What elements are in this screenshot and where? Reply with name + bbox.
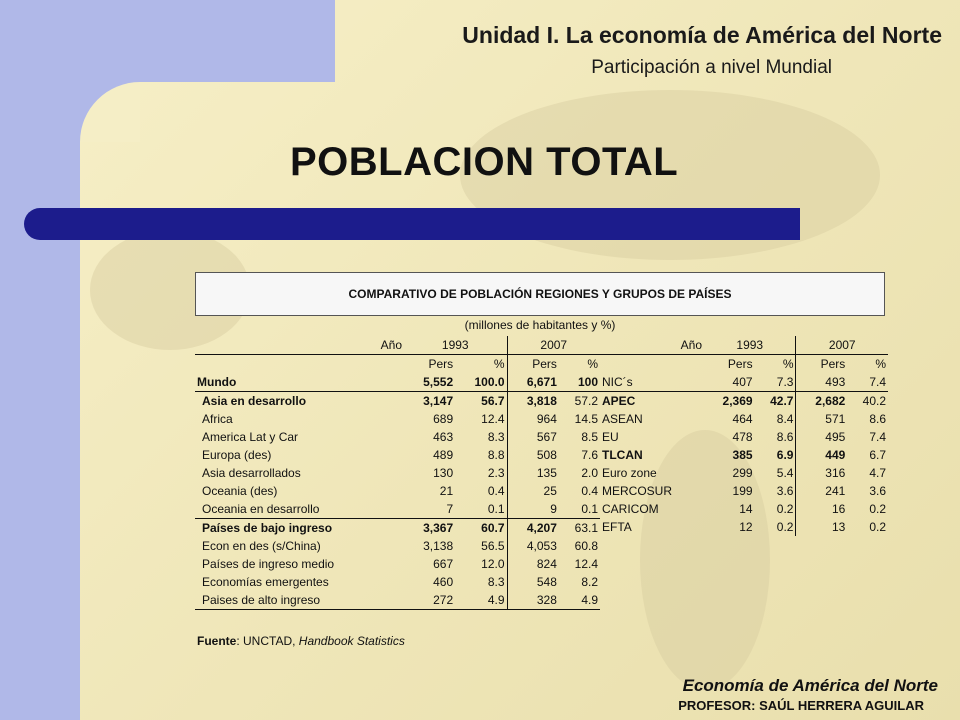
row-value: 6.9	[755, 446, 796, 464]
row-value: 3,367	[423, 521, 454, 535]
row-label: Asia en desarrollo	[202, 394, 307, 408]
row-value: 42.7	[755, 392, 796, 411]
column-label: Pers	[428, 357, 454, 371]
row-value: 689	[433, 412, 454, 426]
row-value: 56.7	[455, 392, 507, 411]
row-value: 316	[825, 466, 846, 480]
row-value: 3,138	[423, 539, 454, 553]
row-value: 199	[732, 484, 753, 498]
column-header-row	[195, 355, 600, 374]
row-value: 8.3	[455, 573, 507, 591]
row-value: 4.7	[869, 466, 886, 480]
title-underline-bar	[24, 208, 800, 240]
column-label: Pers	[727, 357, 753, 371]
row-label: APEC	[602, 394, 636, 408]
table-row	[600, 446, 888, 464]
row-value: 12.4	[574, 557, 598, 571]
row-value: 8.8	[455, 446, 507, 464]
row-value: 8.3	[455, 428, 507, 446]
row-value: 12	[739, 520, 753, 534]
row-label: NIC´s	[600, 373, 704, 392]
row-value: 0.2	[755, 518, 796, 536]
source-text: : UNCTAD,	[236, 634, 299, 648]
row-value: 478	[732, 430, 753, 444]
row-value: 328	[507, 591, 559, 610]
source-reference: Handbook Statistics	[298, 634, 405, 648]
row-value: 60.8	[574, 539, 598, 553]
row-value: 508	[536, 448, 557, 462]
table-row	[195, 537, 600, 555]
source-label: Fuente	[197, 634, 237, 648]
row-value: 2,369	[722, 394, 753, 408]
year-header-row	[600, 336, 888, 355]
row-label: Paises de alto ingreso	[195, 591, 404, 610]
row-value: 3.6	[755, 482, 796, 500]
row-label: Mundo	[195, 373, 404, 392]
row-value: 8.4	[755, 410, 796, 428]
table-row	[600, 500, 888, 518]
row-label: Oceania en desarrollo	[195, 500, 404, 519]
blank-header	[195, 355, 404, 374]
row-value: 5.4	[755, 464, 796, 482]
row-label: Africa	[202, 412, 233, 426]
table-row	[195, 446, 600, 464]
row-value: 56.5	[455, 537, 507, 555]
year-1993: 1993	[704, 336, 796, 355]
unit-subtitle: Participación a nivel Mundial	[591, 57, 832, 78]
row-value: 493	[796, 373, 847, 392]
row-value: 4,207	[526, 521, 557, 535]
table-row	[600, 428, 888, 446]
row-value: 3,818	[526, 394, 557, 408]
row-value: 0.1	[559, 500, 600, 519]
row-value: 6.7	[869, 448, 886, 462]
row-label: Países de bajo ingreso	[202, 521, 333, 535]
blank-header	[600, 355, 704, 374]
table-row	[195, 464, 600, 482]
row-label: ASEAN	[602, 412, 643, 426]
table-row	[195, 392, 600, 411]
year-label: Año	[195, 336, 404, 355]
row-value: 9	[507, 500, 559, 519]
row-value: 100	[559, 373, 600, 392]
column-header-row	[600, 355, 888, 374]
row-value: 14.5	[574, 412, 598, 426]
professor-name: PROFESOR: SAÚL HERRERA AGUILAR	[678, 698, 924, 713]
row-value: 7.4	[847, 373, 888, 392]
row-value: 21	[439, 484, 454, 498]
row-value: 0.1	[455, 500, 507, 519]
row-value: 548	[536, 575, 557, 589]
table-row	[600, 373, 888, 392]
row-value: 824	[536, 557, 557, 571]
row-value: 3.6	[869, 484, 886, 498]
row-value: 464	[732, 412, 753, 426]
row-value: 5,552	[404, 373, 455, 392]
row-value: 7.6	[581, 448, 598, 462]
row-value: 25	[543, 484, 557, 498]
row-value: 0.2	[755, 500, 796, 518]
column-label: %	[587, 357, 598, 371]
unit-title: Unidad I. La economía de América del Norte	[462, 22, 942, 48]
row-value: 567	[536, 430, 557, 444]
table-row	[195, 573, 600, 591]
row-value: 964	[536, 412, 557, 426]
row-value: 449	[825, 448, 846, 462]
row-label: America Lat y Car	[202, 430, 299, 444]
row-value: 13	[831, 520, 846, 534]
year-1993: 1993	[404, 336, 507, 355]
row-label: Econ en des (s/China)	[202, 539, 321, 553]
column-label: Pers	[532, 357, 557, 371]
slide-title: POBLACION TOTAL	[290, 140, 679, 184]
row-value: 489	[433, 448, 454, 462]
row-value: 7.4	[869, 430, 886, 444]
row-value: 0.2	[869, 502, 886, 516]
row-value: 6,671	[507, 373, 559, 392]
row-value: 130	[433, 466, 454, 480]
row-value: 571	[825, 412, 846, 426]
table-row	[195, 591, 600, 610]
table-row	[600, 410, 888, 428]
row-value: 7	[404, 500, 455, 519]
row-label: Asia desarrollados	[202, 466, 301, 480]
accent-curve	[80, 82, 140, 142]
row-value: 63.1	[574, 521, 598, 535]
table-row	[195, 410, 600, 428]
row-value: 8.5	[581, 430, 598, 444]
table-caption: COMPARATIVO DE POBLACIÓN REGIONES Y GRUPOS DE PAÍSES	[195, 272, 885, 316]
row-value: 12.0	[455, 555, 507, 573]
row-value: 40.2	[862, 394, 886, 408]
row-value: 0.4	[581, 484, 598, 498]
column-label: %	[755, 355, 796, 374]
row-value: 8.6	[755, 428, 796, 446]
table-row	[195, 373, 600, 392]
top-accent-band	[0, 0, 335, 82]
row-value: 2.3	[455, 464, 507, 482]
row-value: 4.9	[559, 591, 600, 610]
row-value: 0.2	[869, 520, 886, 534]
column-label: Pers	[820, 357, 846, 371]
table-row	[600, 518, 888, 536]
row-value: 460	[433, 575, 454, 589]
source-note	[197, 634, 405, 648]
table-row	[600, 392, 888, 411]
table-row	[195, 428, 600, 446]
row-label: Euro zone	[602, 466, 657, 480]
row-value: 4.9	[455, 591, 507, 610]
row-value: 667	[433, 557, 454, 571]
row-label: Europa (des)	[202, 448, 272, 462]
year-label: Año	[600, 336, 704, 355]
row-value: 57.2	[574, 394, 598, 408]
table-row	[600, 482, 888, 500]
row-value: 8.2	[581, 575, 598, 589]
left-accent-band	[0, 0, 80, 720]
row-value: 463	[433, 430, 454, 444]
row-value: 4,053	[526, 539, 557, 553]
row-label: EFTA	[602, 520, 632, 534]
row-value: 2.0	[581, 466, 598, 480]
table-units: (millones de habitantes y %)	[464, 318, 616, 332]
row-label: CARICOM	[602, 502, 659, 516]
table-row	[195, 482, 600, 500]
table-row	[195, 555, 600, 573]
table-row	[195, 519, 600, 538]
row-label: EU	[602, 430, 619, 444]
year-header-row	[195, 336, 600, 355]
row-value: 385	[732, 448, 753, 462]
row-value: 0.4	[455, 482, 507, 500]
row-label: MERCOSUR	[602, 484, 673, 498]
year-2007: 2007	[507, 336, 600, 355]
table-row	[195, 500, 600, 519]
table-row	[600, 464, 888, 482]
row-label: Oceania (des)	[202, 484, 278, 498]
row-value: 2,682	[815, 394, 846, 408]
year-2007: 2007	[796, 336, 888, 355]
row-value: 299	[732, 466, 753, 480]
row-value: 16	[831, 502, 846, 516]
row-value: 407	[704, 373, 755, 392]
column-label: %	[455, 355, 507, 374]
column-label: %	[875, 357, 886, 371]
row-label: TLCAN	[602, 448, 643, 462]
row-value: 241	[825, 484, 846, 498]
row-value: 100.0	[455, 373, 507, 392]
row-value: 3,147	[423, 394, 454, 408]
row-value: 272	[404, 591, 455, 610]
regions-table	[195, 336, 600, 610]
row-value: 495	[825, 430, 846, 444]
row-value: 135	[536, 466, 557, 480]
row-value: 14	[739, 502, 753, 516]
country-groups-table	[600, 336, 888, 536]
row-value: 12.4	[455, 410, 507, 428]
row-value: 60.7	[455, 519, 507, 538]
row-value: 7.3	[755, 373, 796, 392]
course-name: Economía de América del Norte	[682, 676, 938, 695]
row-label: Economías emergentes	[202, 575, 329, 589]
row-value: 8.6	[869, 412, 886, 426]
row-label: Países de ingreso medio	[202, 557, 335, 571]
